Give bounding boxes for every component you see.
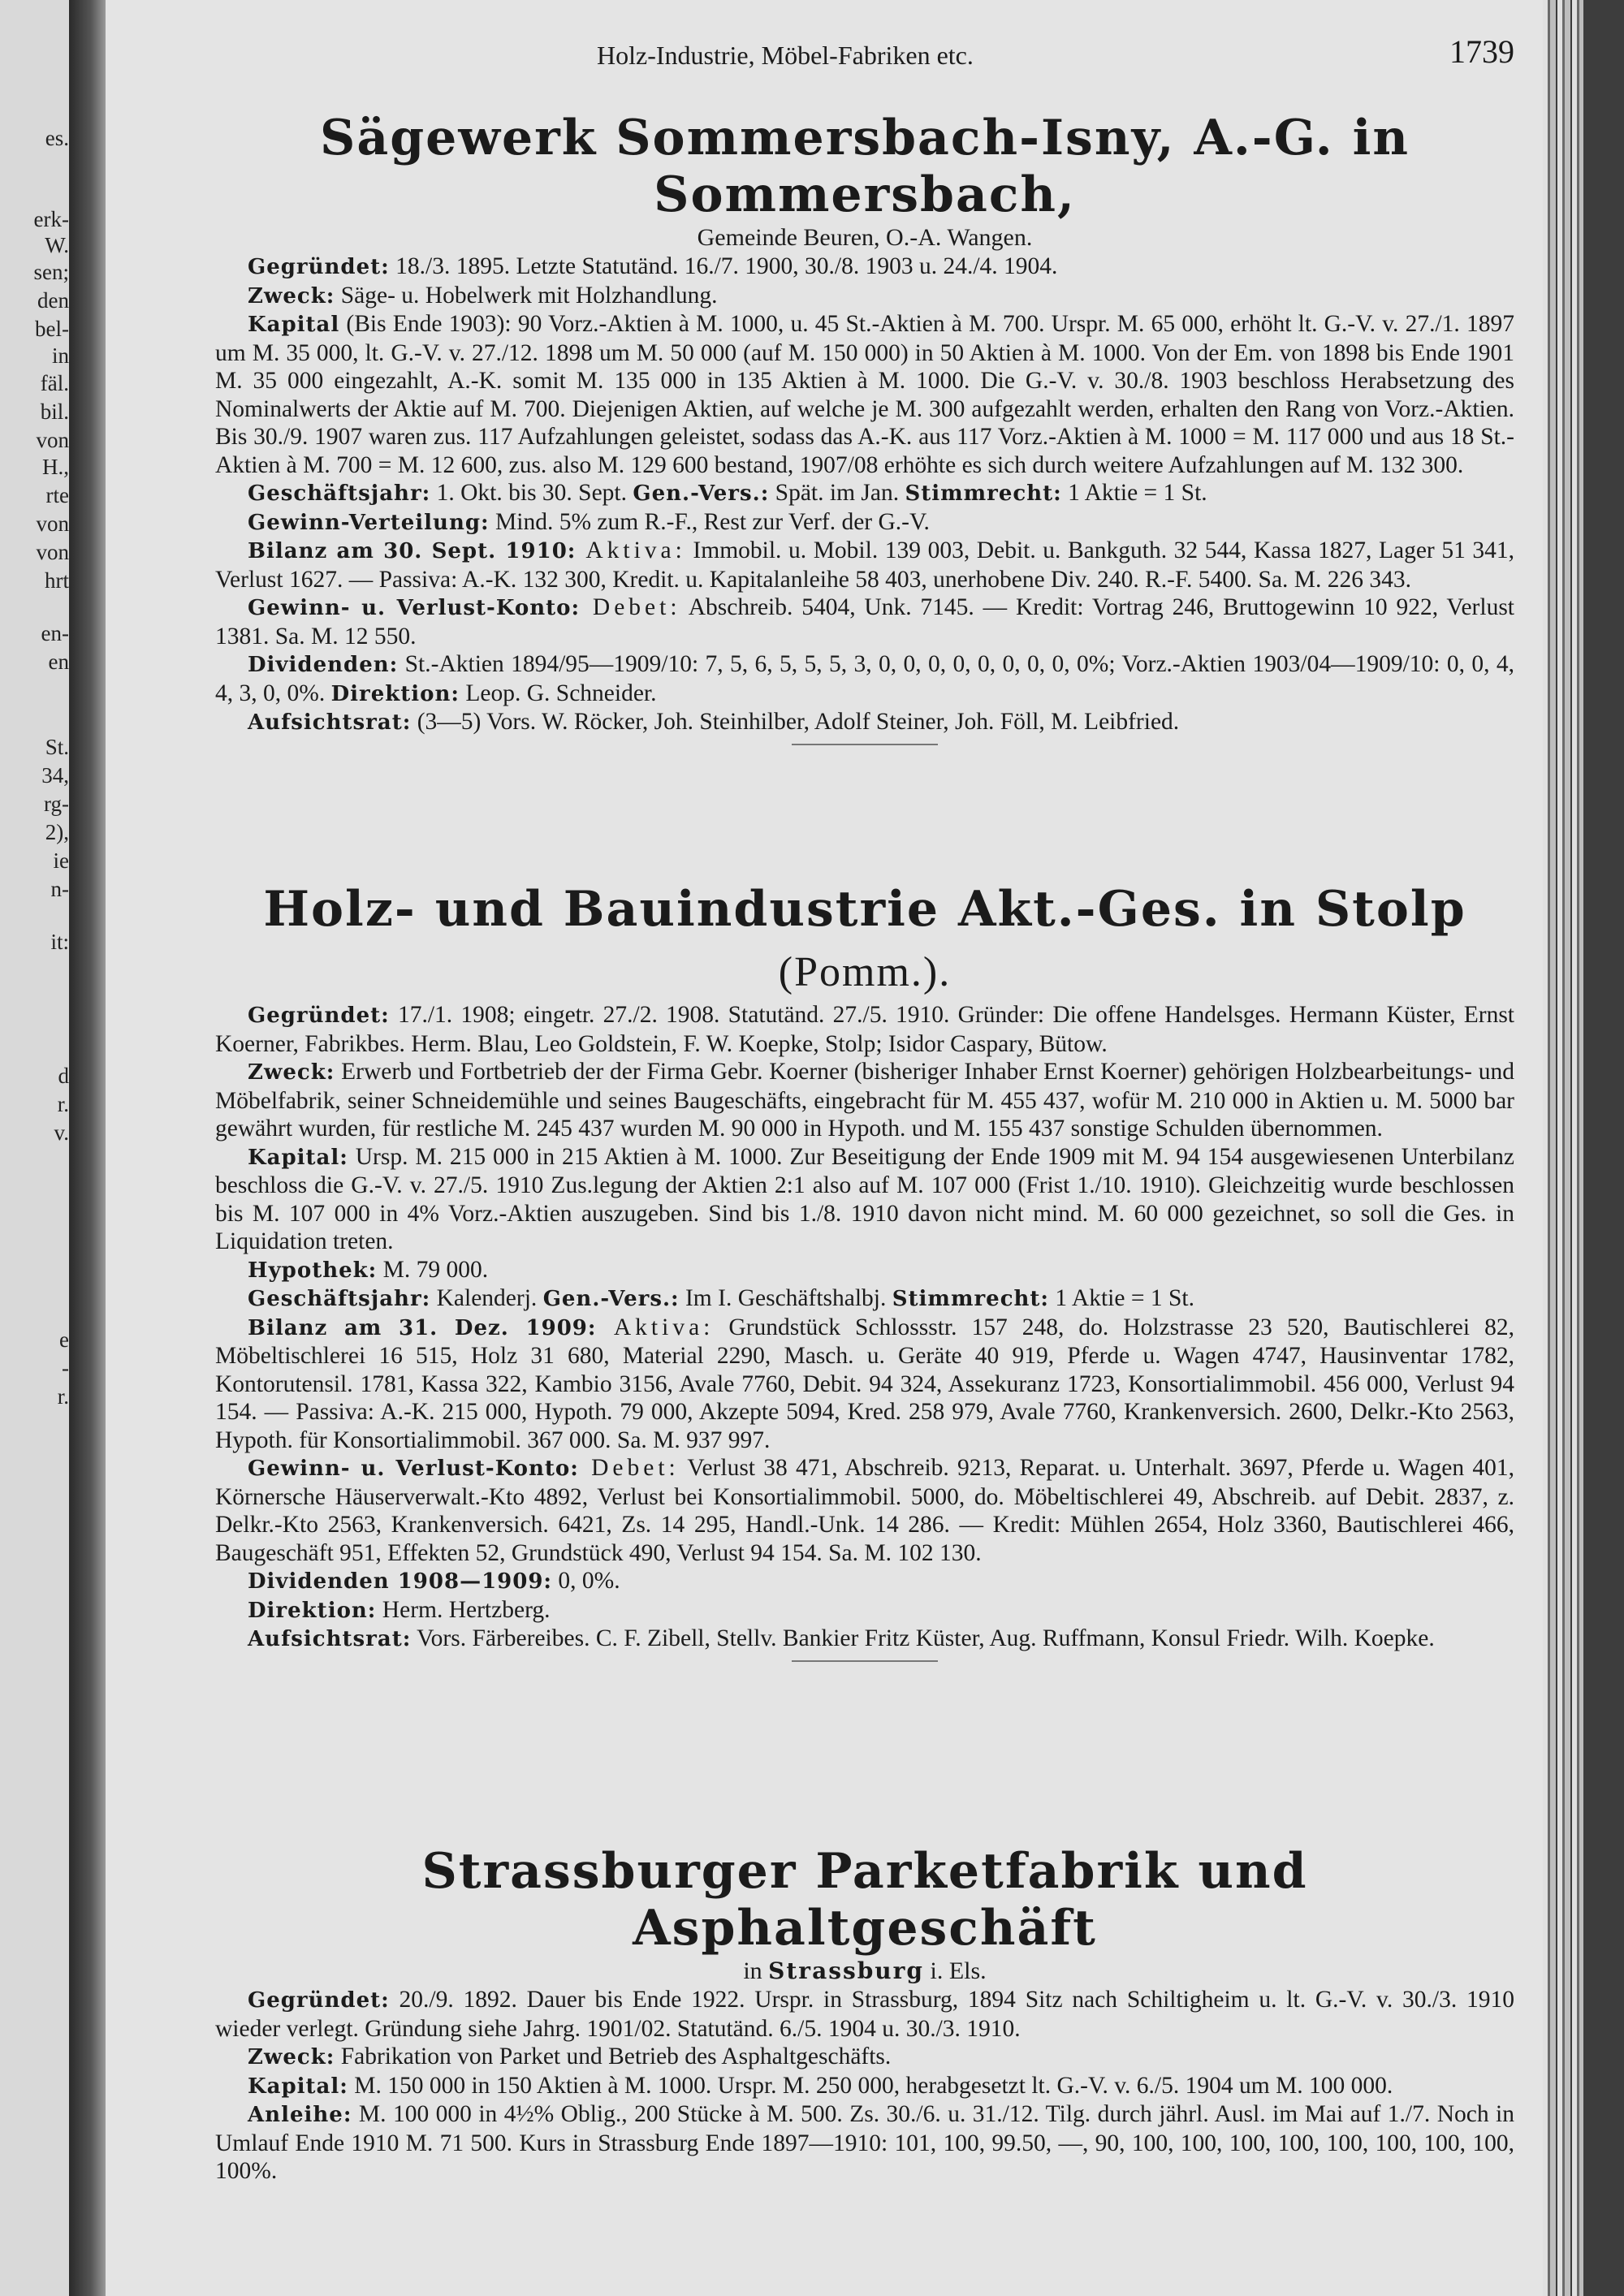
left-fragment-text: en <box>48 650 69 674</box>
entry-paragraph <box>215 1986 1514 2043</box>
entry-title: Holz- und Bauindustrie Akt.-Ges. in Stolp (Pomm.). <box>263 881 1466 995</box>
field-label: Dividenden 1908—1909: <box>248 1569 553 1594</box>
field-value: 1 Aktie = 1 St. <box>1061 480 1207 506</box>
field-label: Zweck: <box>248 283 335 309</box>
entry-paragraph <box>215 282 1514 311</box>
entry-paragraph <box>215 2072 1514 2101</box>
field-label: Zweck: <box>248 1060 335 1085</box>
entry-body <box>215 1001 1514 1654</box>
field-label: Gewinn- u. Verlust-Konto: <box>248 1457 579 1481</box>
field-label: Aufsichtsrat: <box>248 1627 412 1651</box>
left-fragment-text: sen; <box>33 260 69 284</box>
field-sublabel: Debet: <box>580 594 681 620</box>
left-fragment-text: H., <box>42 455 69 479</box>
field-sublabel: Debet: <box>578 1455 680 1481</box>
field-value: Leop. G. Schneider. <box>460 680 657 706</box>
field-label: Bilanz am 31. Dez. 1909: <box>248 1315 597 1340</box>
entry-paragraph <box>215 508 1514 537</box>
left-fragment-text: St. <box>45 735 69 759</box>
entry-paragraph <box>215 1058 1514 1143</box>
entry-paragraph <box>215 1454 1514 1567</box>
page-number: 1739 <box>1449 33 1514 70</box>
entry-paragraph <box>215 2100 1514 2186</box>
field-value: Abschreib. 5404, Unk. 7145. — Kredit: Vortrag 246, Bruttogewinn 10 922, Verlust 1381. Sa. M. 12 550. <box>215 594 1514 650</box>
field-value: Grundstück Schlossstr. 157 248, do. Holzstrasse 23 520, Bautischlerei 82, Möbeltischlerei 16 515, Holz 31 680, Material 2290, Masch. u. Geräte 40 919, Pferde u. Wagen 4747, Hausinventar 1782, Kontorutensil. 1781, Kassa 322, Kambio 3156, Avale 7760, Debit. 94 324, Assekuranz 1723, Konsortialimmobil. 456 000, Verlust 94 154. — Passiva: A.-K. 215 000, Hypoth. 79 000, Akzepte 5094, Kred. 258 979, Avale 7760, Krankenversich. 2600, Delkr.-Kto 2563, Hypoth. für Konsortialimmobil. 367 000. Sa. M. 937 997. <box>215 1314 1514 1453</box>
entry-paragraph <box>215 252 1514 282</box>
field-value: Spät. im Jan. <box>769 480 905 506</box>
entry-paragraph <box>215 537 1514 593</box>
field-label: Dividenden: <box>248 653 399 677</box>
left-fragment-text: von <box>36 511 69 536</box>
field-label: Gen.-Vers.: <box>633 481 770 506</box>
entry-paragraph <box>215 2043 1514 2072</box>
entry-paragraph <box>215 310 1514 479</box>
left-fragment-text: von <box>36 428 69 452</box>
company-entry-sommersbach <box>215 110 1514 745</box>
divider <box>792 744 938 745</box>
entry-paragraph <box>215 650 1514 708</box>
field-label: Direktion: <box>330 681 460 706</box>
left-fragment-text: von <box>36 540 69 564</box>
entry-title: Strassburger Parketfabrik und Asphaltgeschäft <box>421 1843 1308 1957</box>
field-value: Vors. Färbereibes. C. F. Zibell, Stellv. Bankier Fritz Küster, Aug. Ruffmann, Konsul Friedr. Wilh. Koepke. <box>411 1625 1435 1651</box>
field-label: Anleihe: <box>248 2103 352 2127</box>
left-fragment-text: es. <box>45 126 69 150</box>
field-value: 1. Okt. bis 30. Sept. <box>430 480 633 506</box>
left-fragment-text: r. <box>57 1384 69 1409</box>
field-label: Geschäftsjahr: <box>248 481 431 506</box>
entry-paragraph <box>215 708 1514 737</box>
entry-body <box>215 252 1514 737</box>
field-value: St.-Aktien 1894/95—1909/10: 7, 5, 6, 5, 5, 5, 3, 0, 0, 0, 0, 0, 0, 0, 0, 0%; Vorz.-Aktien 1903/04—1909/10: 0, 0, 4, 4, 3, 0, 0%. <box>215 651 1514 706</box>
left-fragment-text: e <box>59 1327 69 1352</box>
entry-body <box>215 1986 1514 2186</box>
field-value: 18./3. 1895. Letzte Statutänd. 16./7. 1900, 30./8. 1903 u. 24./4. 1904. <box>389 253 1058 279</box>
left-fragment-text: bil. <box>40 399 69 424</box>
field-label: Gegründet: <box>248 1003 390 1028</box>
field-label: Geschäftsjahr: <box>248 1287 431 1311</box>
field-value: (3—5) Vors. W. Röcker, Joh. Steinhilber, Adolf Steiner, Joh. Föll, M. Leibfried. <box>411 709 1180 735</box>
field-label: Gewinn-Verteilung: <box>248 510 490 535</box>
field-value: Im I. Geschäftshalbj. <box>679 1285 892 1311</box>
field-value: M. 150 000 in 150 Aktien à M. 1000. Urspr. M. 250 000, herabgesetzt lt. G.-V. v. 6./5. 1904 um M. 100 000. <box>348 2072 1393 2099</box>
entry-subtitle: in Strassburg i. Els. <box>743 1957 987 1984</box>
field-value: Immobil. u. Mobil. 139 003, Debit. u. Bankguth. 32 544, Kassa 1827, Lager 51 341, Verlust 1627. — Passiva: A.-K. 132 300, Kredit. u. Kapitalanleihe 58 403, unerhobene Div. 240. R.-F. 5400. Sa. M. 226 343. <box>215 537 1515 593</box>
field-label: Gegründet: <box>248 255 390 279</box>
field-label: Aufsichtsrat: <box>248 710 412 735</box>
left-fragment-text: n- <box>50 877 69 901</box>
left-fragment-text: W. <box>45 233 69 257</box>
left-fragment-text: en- <box>41 621 69 645</box>
field-value: (Bis Ende 1903): 90 Vorz.-Aktien à M. 1000, u. 45 St.-Aktien à M. 700. Urspr. M. 65 000, erhöht lt. G.-V. v. 27./1. 1897 um M. 35 000, lt. G.-V. v. 27./12. 1898 um M. 50 000 (auf M. 150 000) in 50 Aktien à M. 1000. Von der Em. von 1898 bis Ende 1901 M. 35 000 eingezahlt, A.-K. somit M. 135 000 in 135 Aktien à M. 1000. Die G.-V. v. 30./8. 1903 beschloss Herabsetzung des Nominalwerts der Aktie auf M. 700. Diejenigen Aktien, auf welche je M. 300 aufgezahlt werden, erhalten den Rang von Vorz.-Aktien. Bis 30./9. 1907 waren zus. 117 Aufzahlungen geleistet, sodass das A.-K. aus 117 Vorz.-Aktien à M. 1000 = M. 117 000 und aus 18 St.-Aktien à M. 700 = M. 12 600, zus. also M. 129 600 bestand, 1907/08 erhöhte es sich durch weitere Aufzahlungen auf M. 132 300. <box>215 311 1514 478</box>
left-fragment-text: fäl. <box>40 371 69 395</box>
field-value: Verlust 38 471, Abschreib. 9213, Reparat. u. Unterhalt. 3697, Pferde u. Wagen 401, Körnersche Häuserverwalt.-Kto 4892, Verlust bei Konsortialimmobil. 5000, do. Möbeltischlerei 49, Abschreib. auf Debit. 2837, z. Delkr.-Kto 2563, Krankenversich. 6421, Zs. 14 295, Handl.-Unk. 14 286. — Kredit: Mühlen 2654, Holz 3360, Bautischlerei 466, Baugeschäft 951, Effekten 52, Grundstück 490, Verlust 94 154. Sa. M. 102 130. <box>215 1455 1514 1566</box>
divider <box>792 1660 938 1662</box>
left-fragment-text: den <box>37 288 69 313</box>
entry-subtitle: Gemeinde Beuren, O.-A. Wangen. <box>697 224 1033 251</box>
left-fragment-text: 34, <box>41 763 69 788</box>
field-value: 0, 0%. <box>552 1568 620 1594</box>
field-sublabel: Aktiva: <box>596 1314 715 1340</box>
book-spine <box>69 0 106 2296</box>
field-value: 17./1. 1908; eingetr. 27./2. 1908. Statutänd. 27./5. 1910. Gründer: Die offene Handelsges. Hermann Küster, Ernst Koerner, Fabrikbes. Herm. Blau, Leo Goldstein, F. W. Koepke, Stolp; Isidor Caspary, Bütow. <box>215 1002 1514 1057</box>
entry-title: Sägewerk Sommersbach-Isny, A.-G. in Sommersbach, <box>319 110 1410 223</box>
field-sublabel: Aktiva: <box>576 537 686 563</box>
field-label: Hypothek: <box>248 1258 378 1283</box>
entry-paragraph <box>215 1596 1514 1625</box>
field-value: Säge- u. Hobelwerk mit Holzhandlung. <box>335 282 718 309</box>
field-value: M. 79 000. <box>377 1256 489 1283</box>
field-value: Herm. Hertzberg. <box>376 1596 551 1623</box>
entry-paragraph <box>215 479 1514 508</box>
field-value: M. 100 000 in 4½% Oblig., 200 Stücke à M. 500. Zs. 30./6. u. 31./12. Tilg. durch jährl. Ausl. im Mai auf 1./7. Noch in Umlauf Ende 1910 M. 71 500. Kurs in Strassburg Ende 1897—1910: 101, 100, 99.50, —, 90, 100, 100, 100, 100, 100, 100, 100, 100, 100%. <box>215 2101 1514 2184</box>
left-fragment-text: in <box>51 343 69 368</box>
left-fragment-text: - <box>62 1356 69 1380</box>
field-value: 1 Aktie = 1 St. <box>1049 1285 1194 1311</box>
scanned-page <box>106 0 1543 2296</box>
left-fragment-text: d <box>58 1064 69 1088</box>
left-fragment-text: rg- <box>44 792 69 816</box>
field-label: Gegründet: <box>248 1988 390 2013</box>
field-label: Direktion: <box>248 1598 377 1623</box>
field-value: 20./9. 1892. Dauer bis Ende 1922. Urspr. in Strassburg, 1894 Sitz nach Schiltigheim u. lt. G.-V. v. 30./3. 1910 wieder verlegt. Gründung siehe Jahrg. 1901/02. Statutänd. 6./5. 1904 u. 30./3. 1910. <box>215 1987 1514 2042</box>
field-label: Stimmrecht: <box>905 481 1062 506</box>
company-entry-stolp <box>215 881 1514 1662</box>
page-edge <box>1543 0 1624 2296</box>
field-value: Kalenderj. <box>430 1285 543 1311</box>
entry-paragraph <box>215 1284 1514 1314</box>
entry-paragraph <box>215 1143 1514 1256</box>
left-fragment-text: bel- <box>35 317 69 341</box>
field-label: Gewinn- u. Verlust-Konto: <box>248 596 581 620</box>
running-title: Holz-Industrie, Möbel-Fabriken etc. <box>597 41 974 70</box>
entry-paragraph <box>215 1567 1514 1596</box>
left-fragment-text: rte <box>45 483 69 507</box>
field-label: Kapital: <box>248 2074 348 2099</box>
entry-paragraph <box>215 1256 1514 1285</box>
field-label: Zweck: <box>248 2045 335 2069</box>
field-label: Kapital <box>248 313 340 337</box>
left-fragment-text: ie <box>53 848 69 873</box>
field-label: Kapital: <box>248 1145 348 1170</box>
field-value: Ursp. M. 215 000 in 215 Aktien à M. 1000. Zur Beseitigung der Ende 1909 mit M. 94 154 ausgewiesenen Unterbilanz beschloss die G.-V. v. 27./5. 1910 Zus.legung der Aktien 2:1 also auf M. 107 000 (Frist 1./10. 1910). Gleichzeitig wurde beschlossen bis M. 107 000 in 4% Vorz.-Aktien auszugeben. Sind bis 1./8. 1910 davon nicht mind. M. 60 000 gezeichnet, so soll die Ges. in Liquidation treten. <box>215 1143 1514 1254</box>
field-label: Gen.-Vers.: <box>542 1287 680 1311</box>
entry-paragraph <box>215 593 1514 650</box>
entry-paragraph <box>215 1001 1514 1058</box>
field-value: Fabrikation von Parket und Betrieb des Asphaltgeschäfts. <box>335 2044 892 2069</box>
left-fragment-text: it: <box>50 930 69 954</box>
field-value: Mind. 5% zum R.-F., Rest zur Verf. der G.-V. <box>489 508 930 535</box>
entry-paragraph <box>215 1625 1514 1654</box>
field-value: Erwerb und Fortbetrieb der der Firma Gebr. Koerner (bisheriger Inhaber Ernst Koerner) gehörigen Holzbearbeitungs- und Möbelfabrik, seiner Schneidemühle und seines Baugeschäfts, eingebracht für M. 455 437, wofür M. 210 000 in Aktien u. M. 5000 bar gewährt wurden, für restliche M. 245 437 wurden M. 90 000 in Hypoth. und M. 155 437 sonstige Schulden übernommen. <box>215 1059 1514 1142</box>
left-fragment-text: 2), <box>45 820 69 844</box>
running-head <box>215 32 1514 73</box>
left-fragment-text: hrt <box>45 568 69 593</box>
company-entry-strassburg <box>215 1843 1514 2186</box>
entry-paragraph <box>215 1314 1514 1455</box>
left-fragment-text: r. <box>57 1092 69 1116</box>
left-fragment-text: erk- <box>33 207 69 231</box>
field-label: Bilanz am 30. Sept. 1910: <box>248 539 577 563</box>
left-fragment-text: v. <box>54 1120 69 1145</box>
field-label: Stimmrecht: <box>892 1287 1050 1311</box>
